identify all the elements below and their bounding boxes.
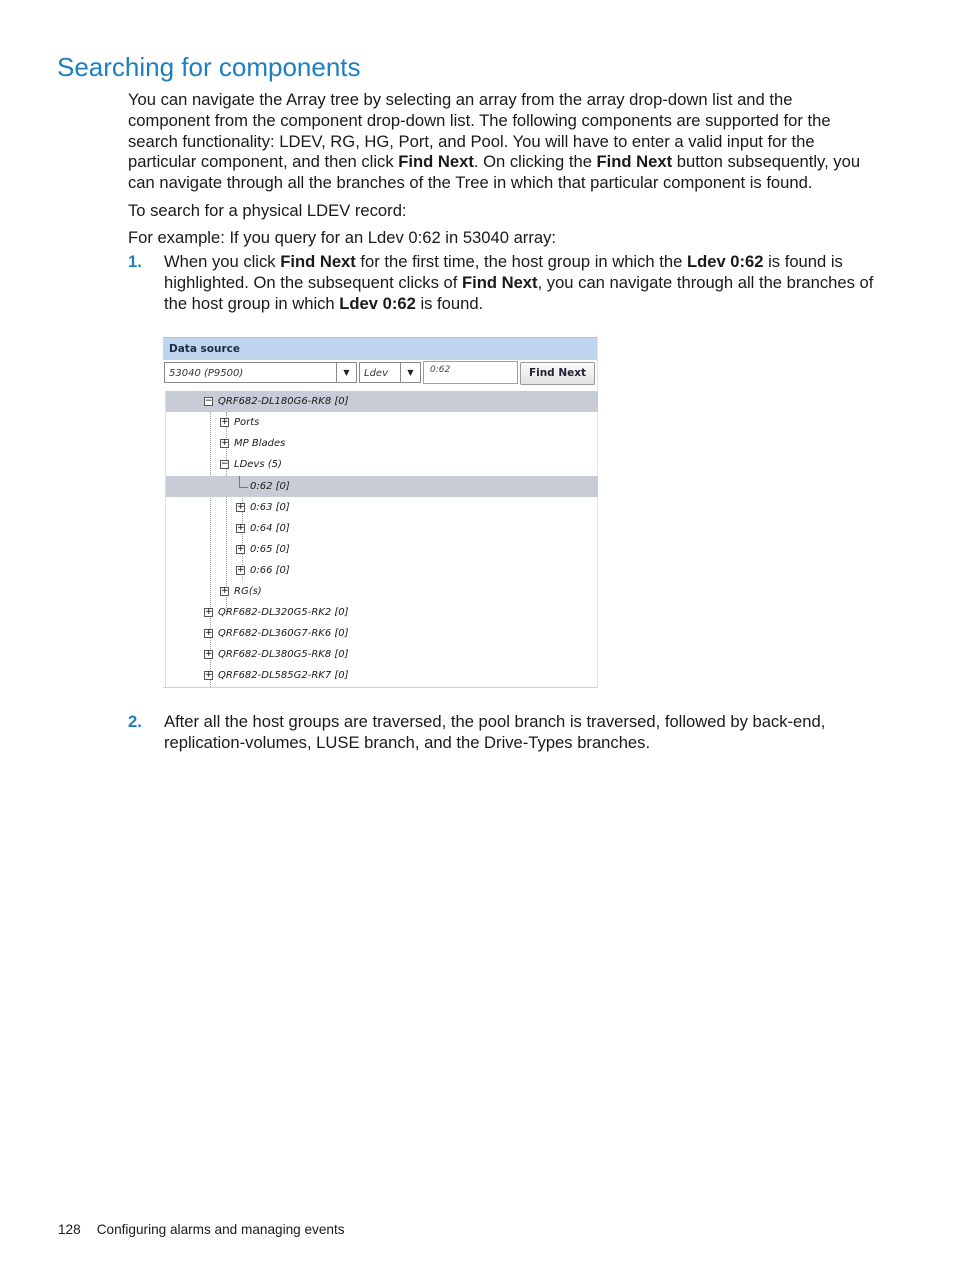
- bold-term: Find Next: [596, 152, 673, 172]
- tree-node-label: QRF682-DL180G6-RK8 [0]: [218, 396, 349, 407]
- tree-node[interactable]: [166, 391, 598, 412]
- expand-icon[interactable]: +: [205, 607, 213, 617]
- tree-node[interactable]: [166, 518, 598, 539]
- tree-node-label: QRF682-DL380G5-RK8 [0]: [218, 649, 349, 660]
- tree-node-label: QRF682-DL320G5-RK2 [0]: [218, 607, 349, 618]
- tree-node[interactable]: [166, 476, 598, 497]
- tree-node-label: QRF682-DL585G2-RK7 [0]: [218, 670, 349, 681]
- text-run: . On clicking the: [473, 152, 597, 172]
- tree-node-label: 0:62 [0]: [250, 481, 290, 492]
- expand-icon[interactable]: +: [205, 670, 213, 680]
- tree-node[interactable]: [166, 644, 598, 665]
- expand-icon[interactable]: +: [205, 628, 213, 638]
- text-run: for the first time, the host group in which the: [355, 252, 687, 271]
- expand-icon[interactable]: +: [221, 417, 229, 427]
- bold-term: Find Next: [280, 252, 356, 271]
- bold-term: Find Next: [461, 272, 538, 292]
- array-select-value: 53040 (P9500): [169, 368, 244, 379]
- tree-node-label: QRF682-DL360G7-RK6 [0]: [218, 628, 349, 639]
- expand-icon[interactable]: +: [237, 502, 245, 512]
- example-intro: For example: If you query for an Ldev 0:62 in 53040 array:: [128, 228, 556, 247]
- expand-icon[interactable]: +: [205, 649, 213, 659]
- collapse-icon[interactable]: −: [221, 459, 229, 469]
- tree-leaf-connector: [239, 476, 248, 488]
- text-run: You can navigate the Array tree by selecting an array from the array drop-down list and the component from the component drop-down list. The following components are supported for the search functionality: LDEV, RG, HG, Port, and Pool. You will have to enter a valid input for the particular component, and then click: [128, 90, 831, 172]
- bold-term: Find Next: [398, 152, 474, 172]
- tree-node[interactable]: [166, 539, 598, 560]
- tree-node[interactable]: [166, 497, 598, 518]
- tree-node[interactable]: [166, 560, 598, 581]
- dropdown-arrow-icon[interactable]: ▼: [336, 363, 356, 382]
- page-title: Searching for components: [57, 52, 361, 82]
- tree-node-label: Ports: [234, 417, 260, 428]
- expand-icon[interactable]: +: [237, 565, 245, 575]
- expand-icon[interactable]: +: [221, 586, 229, 596]
- tree-node[interactable]: [166, 602, 598, 623]
- expand-icon[interactable]: +: [237, 523, 245, 533]
- expand-icon[interactable]: +: [221, 438, 229, 448]
- text-run: When you click: [164, 252, 281, 271]
- tree-node[interactable]: [166, 581, 598, 602]
- tree-node-label: LDevs (5): [234, 459, 282, 470]
- tree-node[interactable]: [166, 412, 598, 433]
- dropdown-arrow-icon[interactable]: ▼: [400, 363, 420, 382]
- text-run: button subsequently, you can navigate through all the branches of the Tree in which that particular component is found.: [128, 152, 861, 193]
- collapse-icon[interactable]: −: [205, 396, 213, 406]
- step-1-text: [164, 252, 874, 314]
- tree-node[interactable]: [166, 665, 598, 686]
- component-select[interactable]: [359, 362, 421, 383]
- tree-node-label: 0:64 [0]: [250, 523, 290, 534]
- step-1-number: 1.: [128, 252, 142, 271]
- text-run: , you can navigate through all the branches of the host group in which: [164, 272, 874, 313]
- text-run: is found is highlighted. On the subsequent clicks of: [164, 252, 843, 292]
- step-2-number: 2.: [128, 712, 142, 731]
- step-2-text: After all the host groups are traversed, the pool branch is traversed, followed by back-end, replication-volumes, LUSE branch, and the Drive-Types branches.: [164, 712, 826, 752]
- data-source-header: Data source: [163, 337, 597, 360]
- chapter-title: Configuring alarms and managing events: [96, 1222, 345, 1237]
- find-next-button[interactable]: Find Next: [520, 362, 595, 385]
- array-tree: [165, 391, 598, 687]
- tree-node-label: 0:66 [0]: [250, 565, 290, 576]
- tree-node[interactable]: [166, 433, 598, 454]
- page-footer: [58, 1222, 345, 1237]
- text-run: is found.: [415, 293, 484, 313]
- bold-term: Ldev 0:62: [686, 252, 764, 271]
- tree-node[interactable]: [166, 454, 598, 475]
- page-number: 128: [58, 1222, 81, 1237]
- tree-node-label: 0:63 [0]: [250, 502, 290, 513]
- tree-node-label: 0:65 [0]: [250, 544, 290, 555]
- array-select[interactable]: [164, 362, 357, 383]
- bold-term: Ldev 0:62: [339, 293, 416, 313]
- tree-node[interactable]: [166, 623, 598, 644]
- tree-node-label: RG(s): [234, 586, 262, 597]
- intro-paragraph: [128, 90, 873, 194]
- component-select-value: Ldev: [364, 368, 388, 379]
- tree-node-label: MP Blades: [234, 438, 286, 449]
- data-source-screenshot: [163, 335, 598, 688]
- search-input[interactable]: 0:62: [423, 361, 518, 384]
- procedure-intro: To search for a physical LDEV record:: [128, 201, 407, 220]
- expand-icon[interactable]: +: [237, 544, 245, 554]
